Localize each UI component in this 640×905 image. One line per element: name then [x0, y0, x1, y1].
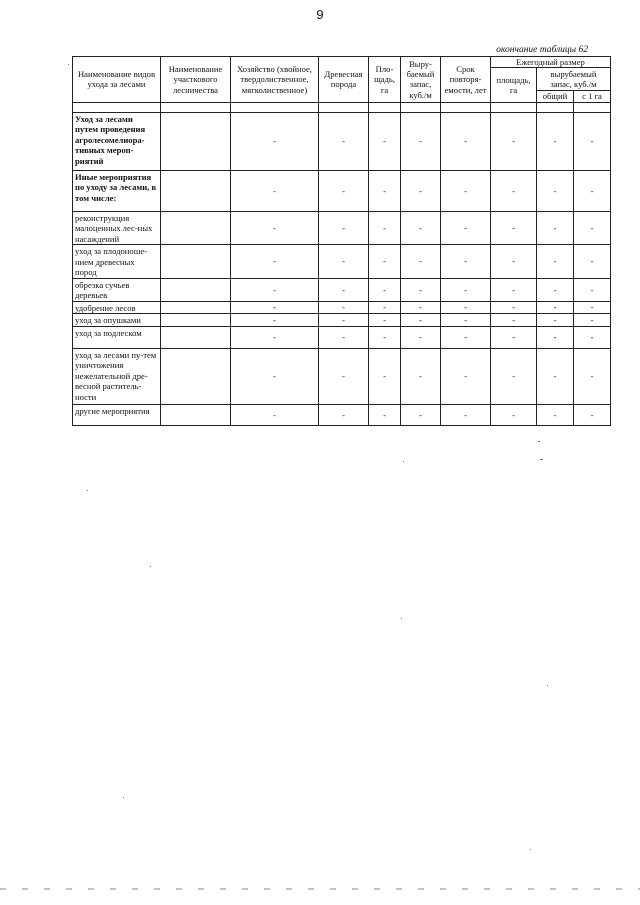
value-cell: -: [537, 326, 574, 348]
care-type-cell: Иные мероприятия по уходу за лесами, в том числе:: [73, 170, 161, 211]
value-cell: -: [231, 245, 319, 278]
scan-speck: [530, 849, 531, 850]
value-cell: [161, 404, 231, 425]
care-type-cell: уход за лесами пу-тем уничтожения нежелательной дре-весной раститель-ности: [73, 348, 161, 404]
value-cell: -: [369, 404, 401, 425]
value-cell: -: [441, 170, 491, 211]
scan-speck: [403, 461, 404, 462]
value-cell: -: [574, 245, 611, 278]
care-type-cell: обрезка сучьев деревьев: [73, 278, 161, 301]
header-care-type: Наименование видов ухода за лесами: [73, 57, 161, 103]
value-cell: -: [231, 404, 319, 425]
header-repeat-period: Срок повторя-емости, лет: [441, 57, 491, 103]
value-cell: [161, 314, 231, 326]
value-cell: -: [369, 326, 401, 348]
value-cell: -: [319, 245, 369, 278]
scan-speck: [150, 566, 151, 567]
value-cell: [161, 326, 231, 348]
scan-speck: [68, 64, 69, 65]
value-cell: -: [319, 278, 369, 301]
header-area: Пло-щадь, га: [369, 57, 401, 103]
value-cell: -: [319, 326, 369, 348]
value-cell: -: [491, 211, 537, 244]
value-cell: -: [491, 314, 537, 326]
scan-speck: [538, 441, 540, 442]
table-row: [73, 314, 611, 326]
value-cell: -: [441, 211, 491, 244]
value-cell: [161, 211, 231, 244]
value-cell: -: [537, 112, 574, 170]
value-cell: -: [319, 211, 369, 244]
value-cell: [161, 112, 231, 170]
value-cell: -: [441, 404, 491, 425]
header-volume-total: общий: [537, 91, 574, 102]
value-cell: -: [231, 112, 319, 170]
spacer-row: [73, 102, 611, 112]
header-tree-species: Древесная порода: [319, 57, 369, 103]
value-cell: [161, 245, 231, 278]
value-cell: -: [319, 314, 369, 326]
value-cell: -: [401, 112, 441, 170]
value-cell: -: [369, 211, 401, 244]
value-cell: -: [369, 170, 401, 211]
value-cell: -: [401, 326, 441, 348]
value-cell: -: [441, 301, 491, 313]
value-cell: -: [231, 278, 319, 301]
value-cell: -: [369, 301, 401, 313]
value-cell: -: [319, 170, 369, 211]
value-cell: -: [574, 301, 611, 313]
value-cell: -: [401, 170, 441, 211]
value-cell: -: [537, 278, 574, 301]
value-cell: -: [491, 326, 537, 348]
table-row: [73, 348, 611, 404]
care-type-cell: уход за подлеском: [73, 326, 161, 348]
table-row: [73, 278, 611, 301]
value-cell: -: [574, 278, 611, 301]
value-cell: -: [231, 326, 319, 348]
scan-speck: [123, 797, 124, 798]
value-cell: -: [369, 278, 401, 301]
header-annual-area: площадь, га: [491, 68, 537, 102]
care-type-cell: удобрение лесов: [73, 301, 161, 313]
value-cell: -: [401, 211, 441, 244]
value-cell: -: [491, 301, 537, 313]
value-cell: -: [537, 404, 574, 425]
value-cell: -: [491, 348, 537, 404]
value-cell: -: [537, 211, 574, 244]
value-cell: -: [491, 245, 537, 278]
table-row: [73, 112, 611, 170]
header-economy: Хозяйство (хвойное, твердолиственное, мягколиственное): [231, 57, 319, 103]
table-row: [73, 170, 611, 211]
value-cell: -: [231, 211, 319, 244]
scan-edge-noise: [0, 888, 640, 890]
header-forestry-name: Наименование участкового лесничества: [161, 57, 231, 103]
value-cell: -: [574, 170, 611, 211]
value-cell: -: [537, 170, 574, 211]
value-cell: -: [441, 314, 491, 326]
table-row: [73, 326, 611, 348]
care-type-cell: уход за плодоноше-нием древесных пород: [73, 245, 161, 278]
value-cell: -: [574, 314, 611, 326]
value-cell: -: [574, 112, 611, 170]
table-row: [73, 404, 611, 425]
header-cut-volume: Выру-баемый запас, куб./м: [401, 57, 441, 103]
table-caption: окончание таблицы 62: [496, 45, 588, 55]
value-cell: -: [401, 314, 441, 326]
value-cell: -: [401, 404, 441, 425]
scan-speck: [401, 618, 402, 619]
forest-care-table: [72, 56, 611, 426]
table-row: [73, 301, 611, 313]
value-cell: -: [401, 348, 441, 404]
value-cell: -: [491, 112, 537, 170]
care-type-cell: Уход за лесами путем проведения агролесомелиора-тивных мероп-риятий: [73, 112, 161, 170]
value-cell: [161, 170, 231, 211]
value-cell: -: [231, 301, 319, 313]
scan-speck: [540, 459, 543, 460]
value-cell: -: [441, 245, 491, 278]
value-cell: [161, 348, 231, 404]
value-cell: -: [401, 301, 441, 313]
value-cell: -: [574, 211, 611, 244]
value-cell: -: [369, 348, 401, 404]
value-cell: -: [537, 245, 574, 278]
header-volume-per-ha: с 1 га: [574, 91, 611, 102]
value-cell: -: [441, 278, 491, 301]
value-cell: -: [441, 326, 491, 348]
page-number: 9: [316, 7, 324, 22]
value-cell: -: [441, 112, 491, 170]
value-cell: -: [537, 301, 574, 313]
value-cell: -: [231, 348, 319, 404]
value-cell: [161, 278, 231, 301]
header-annual-volume: вырубаемый запас, куб./м: [537, 68, 611, 91]
value-cell: -: [441, 348, 491, 404]
care-type-cell: реконструкция малоценных лес-ных насаждений: [73, 211, 161, 244]
value-cell: -: [319, 404, 369, 425]
scan-speck: [547, 685, 548, 686]
value-cell: -: [401, 278, 441, 301]
value-cell: -: [319, 301, 369, 313]
value-cell: -: [319, 112, 369, 170]
care-type-cell: другие мероприятия: [73, 404, 161, 425]
value-cell: -: [491, 404, 537, 425]
table-row: [73, 245, 611, 278]
value-cell: -: [369, 112, 401, 170]
value-cell: [161, 301, 231, 313]
value-cell: -: [231, 170, 319, 211]
value-cell: -: [574, 326, 611, 348]
value-cell: -: [574, 348, 611, 404]
value-cell: -: [319, 348, 369, 404]
scan-speck: [87, 490, 88, 491]
value-cell: -: [491, 278, 537, 301]
table-row: [73, 211, 611, 244]
value-cell: -: [369, 314, 401, 326]
value-cell: -: [369, 245, 401, 278]
value-cell: -: [491, 170, 537, 211]
care-type-cell: уход за опушками: [73, 314, 161, 326]
header-annual-size: Ежегодный размер: [491, 57, 611, 68]
value-cell: -: [401, 245, 441, 278]
value-cell: -: [537, 348, 574, 404]
value-cell: -: [537, 314, 574, 326]
value-cell: -: [231, 314, 319, 326]
value-cell: -: [574, 404, 611, 425]
